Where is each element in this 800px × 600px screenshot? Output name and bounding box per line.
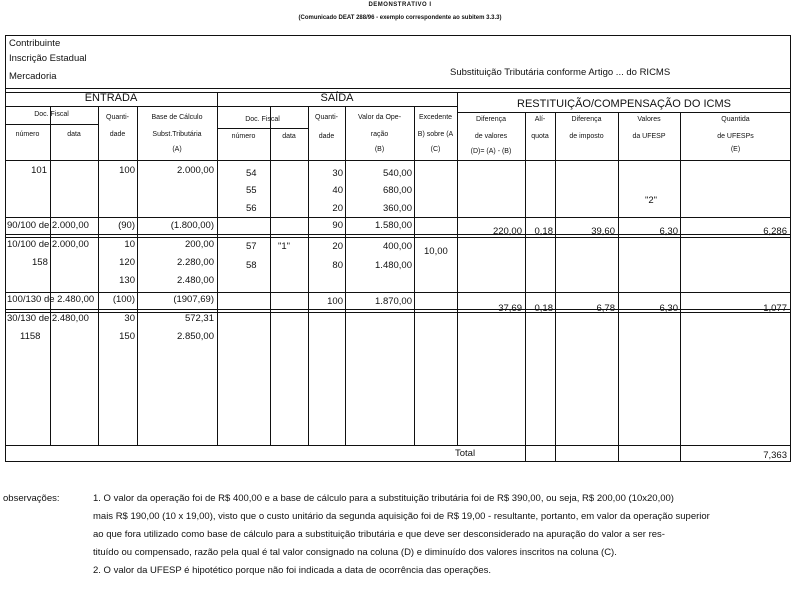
cell-diferenca-valores: 37,69: [498, 303, 522, 314]
cell-doc-numero: 101: [31, 165, 47, 176]
cell-saida-quantidade: 20: [332, 203, 343, 214]
col-rule: [555, 112, 556, 462]
header-dade-saida: dade: [318, 133, 335, 140]
rule-doc-fiscal-saida: [217, 128, 308, 129]
total-label: 100/130 de 2.480,00: [7, 294, 95, 305]
cell-base-calculo: 2.280,00: [177, 257, 214, 268]
cell-quantidade: 120: [119, 257, 135, 268]
cell-doc-numero: 1158: [20, 331, 41, 342]
col-rule-entrada-saida: [217, 92, 218, 445]
header-valor1: Valor da Ope-: [357, 114, 402, 121]
header-quanti-entrada: Quanti-: [106, 114, 129, 121]
cell-base-calculo: (1.800,00): [170, 220, 214, 231]
col-rule: [308, 106, 309, 445]
rule-info-bottom: [5, 88, 791, 89]
cell-valor-operacao: 1.870,00: [375, 296, 412, 307]
observacao-line: mais R$ 190,00 (10 x 19,00), visto que o custo unitário da segunda aquisição foi de R$ 19,00 - resultante, portanto, em valor da operação superior: [93, 511, 710, 522]
cell-saida-quantidade: 40: [332, 185, 343, 196]
observacoes-label: observações:: [3, 493, 60, 504]
cell-quantidade: 30: [124, 313, 135, 324]
header-vu2: da UFESP: [632, 133, 666, 140]
rule-block2-bottom: [5, 292, 791, 293]
document-title: DEMONSTRATIVO I: [368, 2, 432, 8]
header-ali2: quota: [531, 133, 549, 140]
cell-diferenca-imposto: 6,78: [596, 303, 615, 314]
col-rule: [414, 106, 415, 445]
header-base3: (A): [172, 146, 182, 153]
header-dade-entrada: dade: [109, 131, 126, 138]
total-label: 90/100 de 2.000,00: [7, 220, 89, 231]
header-exc1: Excedente: [418, 114, 453, 121]
rule-row1-bottom: [5, 217, 791, 218]
cell-valor-operacao: 540,00: [382, 168, 412, 179]
cell-quantidade: 130: [119, 275, 135, 286]
cell-quantidade: 100: [119, 165, 135, 176]
document-subtitle: (Comunicado DEAT 288/96 - exemplo correspondente ao subitem 3.3.3): [298, 15, 502, 21]
cell-saida-numero: 58: [246, 260, 257, 271]
header-data-entrada: data: [67, 131, 81, 138]
col-rule: [270, 106, 271, 445]
cell-saida-quantidade: 90: [332, 220, 343, 231]
cell-quantidade-ufesp: 6,286: [763, 226, 787, 237]
cell-aliquota: 0,18: [534, 226, 553, 237]
cell-saida-numero: 54: [246, 168, 257, 179]
header-valor3: (B): [374, 146, 385, 153]
header-qu3: (E): [730, 146, 741, 153]
header-ali1: Alí-: [534, 116, 546, 123]
header-exc2: B) sobre (A: [417, 131, 454, 138]
col-rule: [680, 112, 681, 462]
cell-quantidade: (90): [118, 220, 135, 231]
header-numero-saida: número: [231, 133, 256, 140]
header-quanti-saida: Quanti-: [315, 114, 338, 121]
cell-aliquota: 0,18: [534, 303, 553, 314]
col-rule-saida-restituicao: [457, 92, 458, 445]
rule-header-bottom: [5, 160, 791, 161]
cell-valor-operacao: 1.580,00: [375, 220, 412, 231]
col-rule: [618, 112, 619, 462]
header-exc3: (C): [430, 146, 441, 153]
header-doc-fiscal-entrada: Doc. Fiscal: [34, 111, 69, 118]
cell-diferenca-valores: 220,00: [492, 226, 522, 237]
cell-doc-numero: 158: [32, 257, 48, 268]
total-label: Total: [455, 448, 476, 459]
header-base1: Base de Cálculo: [151, 114, 203, 121]
cell-saida-numero: 55: [246, 185, 257, 196]
col-rule: [525, 112, 526, 462]
header-valor2: ração: [370, 131, 389, 138]
cell-base-calculo: 2.000,00: [177, 165, 214, 176]
rule-total1-bottom-2: [5, 237, 791, 238]
cell-saida-quantidade: 80: [332, 260, 343, 271]
header-qu1: Quantida: [721, 116, 750, 123]
note-marker-2: "2": [645, 195, 658, 206]
rule-restituicao-bottom: [457, 112, 791, 113]
cell-saida-quantidade: 100: [327, 296, 343, 307]
rule-total-top: [5, 445, 791, 446]
header-dif3: (D)= (A) - (B): [470, 148, 512, 155]
cell-valor-ufesp: 6,30: [659, 226, 678, 237]
header-dif2: de valores: [474, 133, 508, 140]
section-saida: SAÍDA: [320, 92, 354, 104]
block-label: 30/130 de 2.480,00: [7, 313, 89, 324]
header-doc-fiscal-saida: Doc. Fiscal: [245, 116, 280, 123]
rule-doc-fiscal-entrada: [5, 124, 98, 125]
rule-section-bottom: [5, 106, 457, 107]
observacao-line: 1. O valor da operação foi de R$ 400,00 e a base de cálculo para a substituição tributária foi de R$ 390,00, ou seja, R$ 200,00 (10x20,00): [93, 493, 674, 504]
mercadoria-label: Mercadoria: [9, 71, 57, 82]
observacao-line: ao que fora utilizado como base de cálculo para a substituição tributária e que deve ser desconsiderado na apuração do valor a ser res-: [93, 529, 665, 540]
cell-quantidade: 150: [119, 331, 135, 342]
cell-valor-operacao: 1.480,00: [375, 260, 412, 271]
cell-base-calculo: (1907,69): [173, 294, 214, 305]
header-dif1: Diferença: [476, 116, 506, 123]
col-rule: [50, 106, 51, 445]
cell-quantidade: 10: [124, 239, 135, 250]
cell-valor-operacao: 400,00: [382, 241, 412, 252]
section-restituicao: RESTITUIÇÃO/COMPENSAÇÃO DO ICMS: [517, 98, 731, 110]
contribuinte-label: Contribuinte: [9, 38, 61, 49]
cell-valor-operacao: 680,00: [382, 185, 412, 196]
section-entrada: ENTRADA: [84, 92, 138, 104]
header-difimp2: de imposto: [569, 133, 604, 140]
observacao-line: 2. O valor da UFESP é hipotético porque não foi indicada a data de ocorrência das operações.: [93, 565, 492, 576]
observacao-line: tituído ou compensado, razão pela qual é tal valor consignado na coluna (D) e diminuído dos valores inscritos na coluna (C).: [93, 547, 617, 558]
block-label: 10/100 de 2.000,00: [7, 239, 89, 250]
substituicao-label: Substituição Tributária conforme Artigo ... do RICMS: [450, 67, 671, 78]
cell-base-calculo: 2.480,00: [177, 275, 214, 286]
cell-quantidade-ufesp: 1,077: [763, 303, 787, 314]
header-vu1: Valores: [637, 116, 661, 123]
total-value: 7,363: [763, 450, 787, 461]
cell-valor-operacao: 360,00: [382, 203, 412, 214]
note-marker-1: "1": [278, 241, 291, 252]
cell-excedente: 10,00: [424, 246, 448, 257]
col-rule: [345, 106, 346, 445]
cell-valor-ufesp: 6,30: [659, 303, 678, 314]
cell-base-calculo: 200,00: [184, 239, 214, 250]
inscricao-label: Inscrição Estadual: [9, 53, 87, 64]
header-difimp1: Diferença: [571, 116, 602, 123]
cell-base-calculo: 2.850,00: [177, 331, 214, 342]
header-qu2: de UFESPs: [717, 133, 754, 140]
header-numero-entrada: número: [15, 131, 40, 138]
cell-saida-quantidade: 20: [332, 241, 343, 252]
cell-saida-numero: 57: [246, 241, 257, 252]
cell-base-calculo: 572,31: [184, 313, 214, 324]
cell-diferenca-imposto: 39,60: [591, 226, 615, 237]
cell-saida-quantidade: 30: [332, 168, 343, 179]
header-data-saida: data: [282, 133, 296, 140]
cell-quantidade: (100): [112, 294, 135, 305]
cell-saida-numero: 56: [246, 203, 257, 214]
header-base2: Subst.Tributária: [152, 131, 202, 138]
